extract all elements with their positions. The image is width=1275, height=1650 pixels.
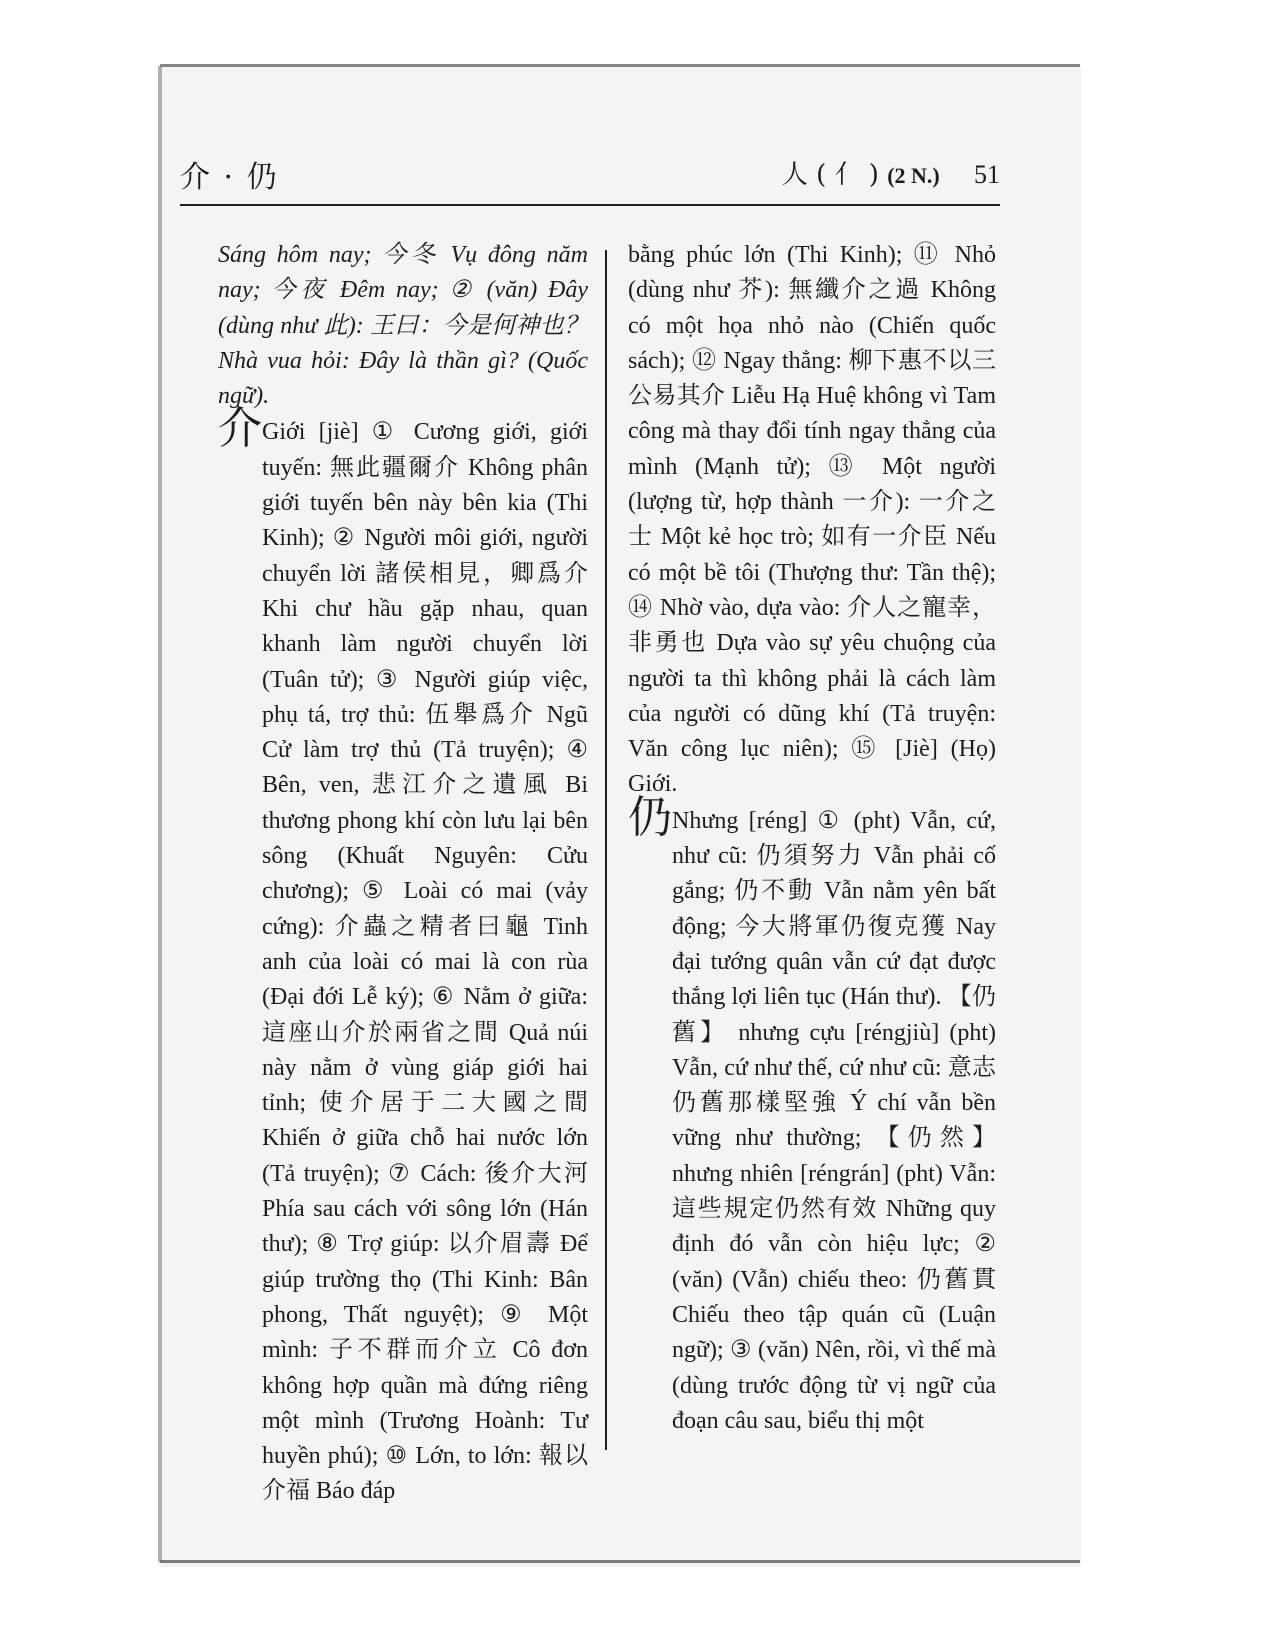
running-header [180,150,1000,196]
page-edge-bottom [160,1560,1080,1563]
header-entry-range: 介 · 仍 [180,160,279,195]
page-edge-left [158,66,162,1562]
header-radical-info [782,154,1000,191]
entry-head-character: 仍 [628,792,672,842]
page-edge-top [160,64,1080,67]
right-column [628,238,996,1439]
header-radical: 人 ( 亻 ) [781,160,879,190]
entry-definition-text: Nhưng [réng] ① (pht) Vẫn, cứ, như cũ: 仍須努力 Vẫn phải cố gắng; 仍不動 Vẫn nằm yên bất động; 今大將軍仍復克獲 Nay đại tướng quân vẫn cứ đạt được thắng lợi liên tục (Hán thư). 【仍舊】 nhưng cựu [réngjiù] (pht) Vẫn, cứ như thế, cứ như cũ: 意志仍舊那樣堅強 Ý chí vẫn bền vững như thường; 【仍然】 nhưng nhiên [réngrán] (pht) Vẫn: 這些規定仍然有效 Những quy định đó vẫn còn hiệu lực; ② (văn) (Vẫn) chiếu theo: 仍舊貫 Chiếu theo tập quán cũ (Luận ngữ); ③ (văn) Nên, rồi, vì thế mà (dùng trước động từ vị ngữ của đoạn câu sau, biểu thị một [672,807,996,1434]
left-continuation-text: Sáng hôm nay; 今冬 Vụ đông năm nay; 今夜 Đêm nay; ② (văn) Đây (dùng như 此): 王曰：今是何神也？Nhà vua hỏi: Đây là thần gì? (Quốc ngữ). [218,242,588,410]
dictionary-entry-nhung [628,792,996,1439]
page-number: 51 [974,160,1000,189]
header-stroke-count: (2 N.) [887,163,940,188]
column-divider [605,250,607,1450]
header-rule [180,204,1000,206]
right-continuation-text: bằng phúc lớn (Thi Kinh); ⑪ Nhỏ (dùng như 芥): 無纖介之過 Không có một họa nhỏ nào (Chiến quốc sách); ⑫ Ngay thẳng: 柳下惠不以三公易其介 Liễu Hạ Huệ không vì Tam công mà thay đổi tính ngay thẳng của mình (Mạnh tử); ⑬ Một người (lượng từ, hợp thành 一介): 一介之士 Một kẻ học trò; 如有一介臣 Nếu có một bề tôi (Thượng thư: Tần thệ); ⑭ Nhờ vào, dựa vào: 介人之寵幸，非勇也 Dựa vào sự yêu chuộng của người ta thì không phải là cách làm của người có dũng khí (Tả truyện: Văn công lục niên); ⑮ [Jiè] (Họ) Giới. [628,242,996,798]
entry-head-character: 介 [218,404,262,454]
dictionary-entry-gioi [218,404,588,1509]
left-column [218,238,588,1510]
entry-definition-text: Giới [jiè] ① Cương giới, giới tuyến: 無此疆爾介 Không phân giới tuyến bên này bên kia (Thi Kinh); ② Người môi giới, người chuyển lời 諸侯相見，卿爲介 Khi chư hầu gặp nhau, quan khanh làm người chuyển lời (Tuân tử); ③ Người giúp việc, phụ tá, trợ thủ: 伍舉爲介 Ngũ Cử làm trợ thủ (Tả truyện); ④ Bên, ven, 悲江介之遺風 Bi thương phong khí còn lưu lại bên sông (Khuất Nguyên: Cửu chương); ⑤ Loài có mai (vảy cứng): 介蟲之精者曰龜 Tinh anh của loài có mai là con rùa (Đại đới Lễ ký); ⑥ Nằm ở giữa: 這座山介於兩省之間 Quả núi này nằm ở vùng giáp giới hai tỉnh; 使介居于二大國之間 Khiến ở giữa chỗ hai nước lớn (Tả truyện); ⑦ Cách: 後介大河 Phía sau cách với sông lớn (Hán thư); ⑧ Trợ giúp: 以介眉壽 Để giúp trường thọ (Thi Kinh: Bân phong, Thất nguyệt); ⑨ Một mình: 子不群而介立 Cô đơn không hợp quần mà đứng riêng một mình (Trương Hoành: Tư huyền phú); ⑩ Lớn, to lớn: 報以介福 Báo đáp [262,419,588,1505]
